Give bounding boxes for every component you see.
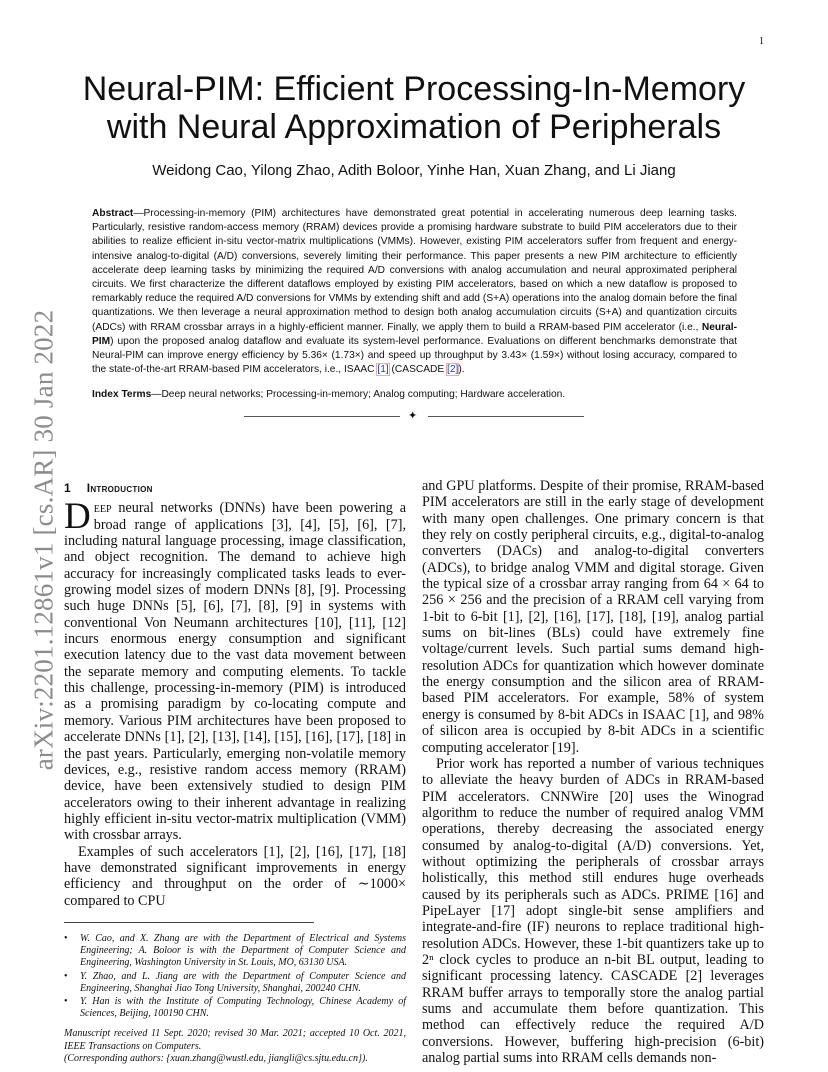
- intro-paragraph-3: and GPU platforms. Despite of their promise, RRAM-based PIM accelerators are still in the early stage of development with many open challenges. One primary concern is that they rely on costly peripheral circuits, e.g., digital-to-analog converters (DACs) and analog-to-digital converters (ADCs), to bridge analog VMM and digital storage. Given the typical size of a crossbar array ranging from 64 × 64 to 256 × 256 and the precision of a RRAM cell varying from 1-bit to 6-bit [1], [2], [16], [17], [18], [19], analog partial sums on bit-lines (BLs) could have extremely fine voltage/current levels. Such partial sums demand high-resolution ADCs for quantization which however dominate the energy consumption and the silicon area of RRAM-based PIM accelerators. For example, 58% of system energy is consumed by 8-bit ADCs in ISAAC [1], and 98% of silicon area is occupied by 8-bit ADCs in a scientific computing accelerator [19].: [422, 478, 764, 756]
- footnote-rule: [64, 922, 314, 923]
- abstract-text-3: (CASCADE: [388, 364, 447, 376]
- footnote-item: • W. Cao, and X. Zhang are with the Department of Electrical and Systems Engineering; A. Boloor is with the Department of Computer Science and Engineering, Washington University in St. Louis, MO, 63130 USA.: [80, 933, 406, 970]
- divider-line-right: [428, 416, 584, 417]
- lead-word: eep: [93, 500, 112, 517]
- intro-paragraph-2: Examples of such accelerators [1], [2], [16], [17], [18] have demonstrated significant improvements in energy efficiency and throughput on the order of ∼1000× compared to CPU: [64, 843, 406, 909]
- page-number: 1: [759, 36, 764, 47]
- intro-paragraph-4: Prior work has reported a number of various techniques to alleviate the heavy burden of ADCs in RRAM-based PIM accelerators. CNNWire [20] uses the Winograd algorithm to reduce the number of required analog VMM operations, thereby decreasing the associated energy consumed by analog-to-digital (A/D) conversions. Yet, without optimizing the peripherals of crossbar arrays holistically, this method still endures huge overheads caused by its peripherals such as ADCs. PRIME [16] and PipeLayer [17] adopt single-bit sense amplifiers and integrate-and-fire (IF) neurons to replace traditional high-resolution ADCs. However, these 1-bit quantizers take up to 2ⁿ clock cycles to produce an n-bit BL output, leading to significant processing latency. CASCADE [2] leverages RRAM buffer arrays to temporally store the analog partial sums and accumulate them before quantization. This method can effectively reduce the required A/D conversions. However, buffering high-precision (6-bit) analog partial sums into RRAM cells demands non-: [422, 755, 764, 1067]
- footnotes: [64, 933, 406, 1065]
- citation-link[interactable]: [1]: [377, 364, 389, 376]
- index-terms: [92, 389, 737, 400]
- divider-diamond-icon: ✦: [408, 410, 418, 422]
- abstract-text-2: ) upon the proposed analog dataflow and evaluate its system-level performance. Evaluations on different benchmarks demonstrate that Neural-PIM can improve energy efficiency by 5.36× (1.73×) and speed up throughput by 3.43× (1.59×) without losing accuracy, compared to the state-of-the-art RRAM-based PIM accelerators, i.e., ISAAC: [92, 335, 737, 376]
- abstract: [92, 207, 737, 377]
- footnote-item: • Y. Han is with the Institute of Computing Technology, Chinese Academy of Sciences, Beijing, 100190 CHN.: [80, 996, 406, 1020]
- author-list: Weidong Cao, Yilong Zhao, Adith Boloor, Yinhe Han, Xuan Zhang, and Li Jiang: [152, 162, 676, 179]
- citation-link[interactable]: [2]: [447, 364, 459, 376]
- footnote-item: • Y. Zhao, and L. Jiang are with the Department of Computer Science and Engineering, Shanghai Jiao Tong University, Shanghai, 200240 CHN.: [80, 971, 406, 995]
- section-divider: [0, 409, 828, 423]
- index-terms-label: Index Terms: [92, 389, 152, 400]
- index-terms-text: —Deep neural networks; Processing-in-memory; Analog computing; Hardware acceleration.: [151, 389, 566, 400]
- right-column: [422, 478, 764, 1066]
- intro-paragraph-1: [64, 496, 406, 844]
- abstract-bold-name: Neural-PIM: [92, 321, 737, 347]
- left-column: [64, 478, 406, 1065]
- section-title: Introduction: [86, 481, 153, 495]
- divider-line-left: [244, 416, 400, 417]
- abstract-text-4: ).: [458, 364, 465, 376]
- section-heading: [64, 480, 406, 496]
- abstract-text-1: —Processing-in-memory (PIM) architectures have demonstrated great potential in accelerating numerous deep learning tasks. Particularly, resistive random-access memory (RRAM) devices provide a promising hardware substrate to build PIM accelerators due to their abilities to realize efficient in-situ vector-matrix multiplications (VMMs). However, existing PIM accelerators suffer from frequent and energy-intensive analog-to-digital (A/D) conversions, severely limiting their performance. This paper presents a new PIM architecture to efficiently accelerate deep learning tasks by minimizing the required A/D conversions with analog accumulation and neural approximated peripheral circuits. We first characterize the different dataflows employed by existing PIM accelerators, based on which a new dataflow is proposed to remarkably reduce the required A/D conversions for VMMs by extending shift and add (S+A) operations into the analog domain before the final quantizations. We then leverage a neural approximation method to design both analog accumulation circuits (S+A) and quantization circuits (ADCs) with RRAM crossbar arrays in a highly-efficient manner. Finally, we apply them to build a RRAM-based PIM accelerator (i.e.,: [92, 208, 737, 333]
- manuscript-note: Manuscript received 11 Sept. 2020; revised 30 Mar. 2021; accepted 10 Oct. 2021, IEEE Transactions on Computers.: [64, 1028, 406, 1052]
- drop-cap: D: [64, 496, 91, 538]
- section-number: 1: [64, 481, 71, 495]
- paper-title: Neural-PIM: Efficient Processing-In-Memory with Neural Approximation of Peripherals: [82, 70, 746, 146]
- abstract-label: Abstract: [92, 208, 134, 219]
- arxiv-stamp-text: arXiv:2201.12861v1 [cs.AR] 30 Jan 2022: [28, 309, 59, 771]
- corresponding-authors: (Corresponding authors: {xuan.zhang@wustl.edu, jiangli@cs.sjtu.edu.cn}).: [64, 1052, 368, 1064]
- paragraph-text: neural networks (DNNs) have been powering a broad range of applications [3], [4], [5], [6], [7], including natural language processing, image classification, and object recognition. The demand to achieve high accuracy for increasingly complicated tasks leads to ever-growing model sizes of modern DNNs [8], [9]. Processing such huge DNNs [5], [6], [7], [8], [9] in systems with conventional Von Neumann architectures [10], [11], [12] incurs enormous energy consumption and significant execution latency due to the vast data movement between the separate memory and computing elements. To tackle this challenge, processing-in-memory (PIM) is introduced as a promising paradigm by co-locating compute and memory. Various PIM architectures have been proposed to accelerate DNNs [1], [2], [13], [14], [15], [16], [17], [18] in the past years. Particularly, emerging non-volatile memory devices, e.g., resistive random access memory (RRAM) device, have been extensively studied to design PIM accelerators owing to their inherent advantage in realizing highly efficient in-situ vector-matrix multiplication (VMM) with crossbar arrays.: [64, 500, 406, 844]
